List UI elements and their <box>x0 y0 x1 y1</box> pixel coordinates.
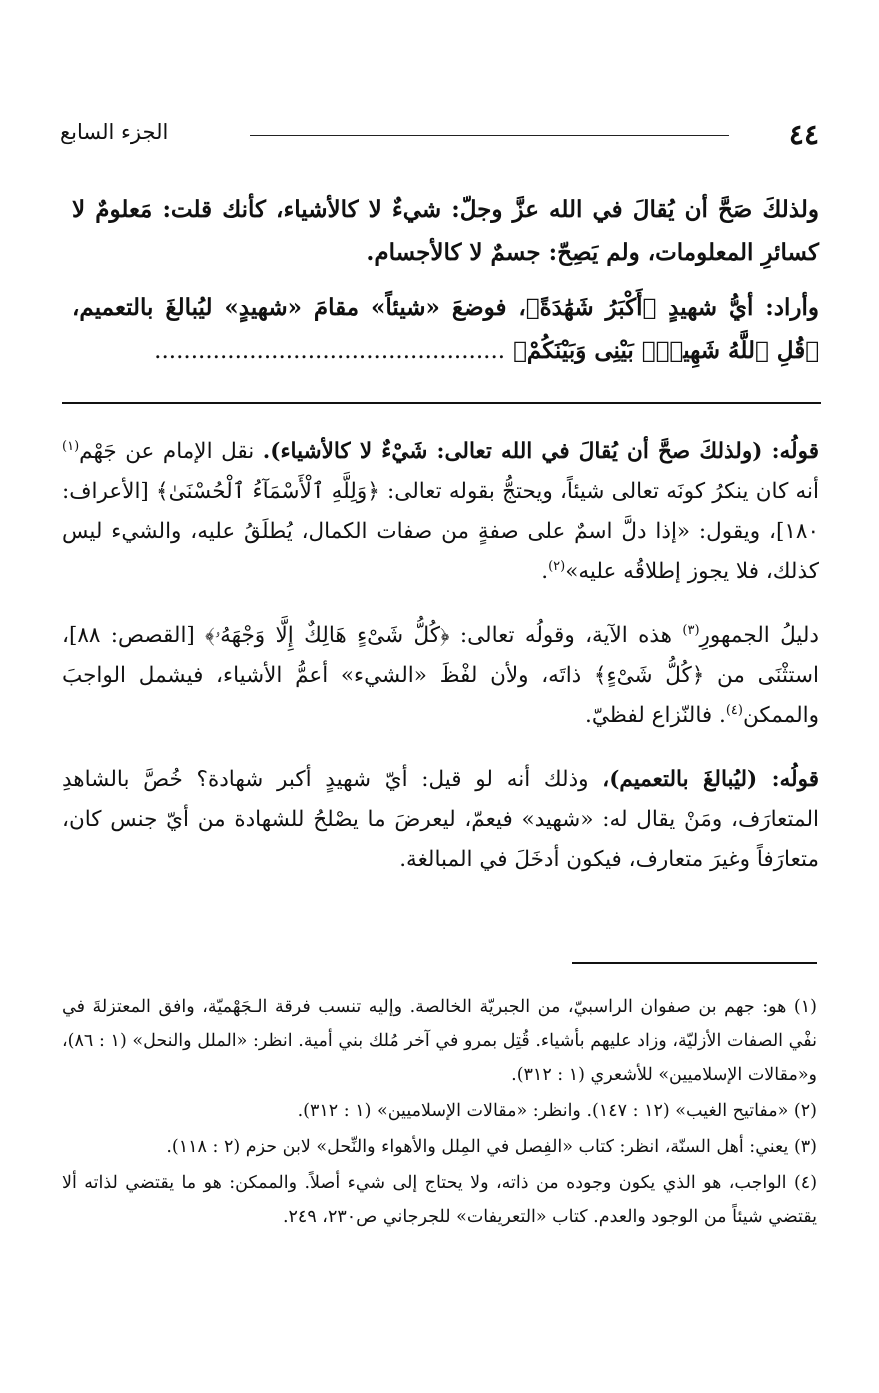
commentary-text: دليلُ الجمهورِ <box>699 623 820 648</box>
page-number: ٤٤ <box>788 118 819 151</box>
ellipsis-dots: ................................................ <box>154 338 506 364</box>
footnote-ref-1[interactable]: (١) <box>62 438 80 454</box>
header-rule <box>250 135 729 136</box>
commentary-lemma-2: قولُه: (ليُبالغَ بالتعميم)، <box>602 767 819 792</box>
footnote-3: (٣) يعني: أهل السنّة، انظر: كتاب «الفِصل في المِلل والأهواء والنِّحل» لابن حزم (٢ : ١١٨). <box>166 1137 817 1157</box>
footnote-1: (١) هو: جهم بن صفوان الراسبيّ، من الجبريّة الخالصة. وإليه تنسب فرقة الـجَهْميّة، وافق المعتزلةَ في نفْي الصفات الأزليّة، وزاد عليهم بأشياء. قُتِل بمرو في آخر مُلك بني أمية. انظر: «الملل والنحل» (١ : ٨٦)، و«مقالات الإسلاميين» للأشعري (١ : ٣١٢). <box>62 997 817 1085</box>
footnote-ref-4[interactable]: (٤) <box>725 702 743 718</box>
commentary-lemma-1: قولُه: (ولذلكَ صحَّ أن يُقالَ في الله تعالى: شَيْءٌ لا كالأشياء). <box>262 439 819 464</box>
main-text-paragraph-2 <box>72 286 819 373</box>
page-header <box>60 118 819 158</box>
footnote-rule <box>572 962 817 964</box>
commentary <box>62 432 819 904</box>
running-head: الجزء السابع <box>60 120 169 144</box>
main-text-paragraph-1: ولذلكَ صَحَّ أن يُقالَ في الله عزَّ وجلّ: شيءٌ لا كالأشياء، كأنك قلت: مَعلومٌ لا كسائرِ المعلومات، ولم يَصِحّ: جسمٌ لا كالأجسام. <box>72 196 819 266</box>
footnote-2: (٢) «مفاتيح الغيب» (١٢ : ١٤٧). وانظر: «مقالات الإسلاميين» (١ : ٣١٢). <box>297 1101 817 1121</box>
footnote-4: (٤) الواجب، هو الذي يكون وجوده من ذاته، ولا يحتاج إلى شيء أصلاً. والممكن: هو ما يقتضي لذاته ألا يقتضي شيئاً من الوجود والعدم. كتاب «التعريفات» للجرجاني ص٢٣٠، ٢٤٩. <box>62 1173 818 1227</box>
footnotes <box>62 990 817 1236</box>
commentary-paragraph-3 <box>62 760 819 880</box>
footnote-ref-3[interactable]: (٣) <box>682 622 700 638</box>
commentary-text: هذه الآية، وقولُه تعالى: ﴿كُلُّ شَىْءٍ هَالِكٌ إِلَّا وَجْهَهُۥ﴾ [القصص: ٨٨]، استثْنَى من ﴿كُلُّ شَىْءٍ﴾ ذاتَه، ولأن لفْظَ «الشيء» أعمُّ الأشياء، فيشمل الواجبَ والممكن <box>62 623 819 728</box>
commentary-text: أنه كان ينكرُ كونَه تعالى شيئاً، ويحتجُّ بقوله تعالى: ﴿وَلِلَّهِ ٱلْأَسْمَآءُ ٱلْحُسْنَىٰ﴾ [الأعراف: ١٨٠]، ويقول: «إذا دلَّ اسمٌ على صفةٍ من صفات الكمال، يُطلَقُ عليه، والشيء ليس كذلك، فلا يجوز إطلاقُه عليه» <box>62 479 819 584</box>
main-text <box>72 188 819 373</box>
commentary-text: نقل الإمام عن جَهْم <box>79 439 263 464</box>
commentary-paragraph-2 <box>62 616 819 736</box>
commentary-text: . <box>541 559 549 584</box>
section-divider <box>62 402 821 404</box>
commentary-paragraph-1 <box>62 432 819 592</box>
commentary-text: . فالنّزاع لفظيّ. <box>584 703 726 728</box>
main-text-paragraph-2-text: وأراد: أيُّ شهيدٍ ﴿أَكْبَرُ شَهَٰدَةً﴾، فوضعَ «شيئاً» مقامَ «شهيدٍ» ليُبالغَ بالتعميم، ﴿قُلِ ٱللَّهُ شَهِيدٌۢ بَيْنِى وَبَيْنَكُمْ﴾ <box>72 294 819 364</box>
commentary-text: وذلك أنه لو قيل: أيّ شهيدٍ أكبر شهادة؟ خُصَّ بالشاهدِ المتعارَف، ومَنْ يقال له: «شهيد» فيعمّ، ليعرضَ ما يصْلحُ للشهادة من أيّ جنس كان، متعارَفاً وغيرَ متعارف، فيكون أدخَلَ في المبالغة. <box>62 767 819 872</box>
footnote-ref-2[interactable]: (٢) <box>548 558 566 574</box>
